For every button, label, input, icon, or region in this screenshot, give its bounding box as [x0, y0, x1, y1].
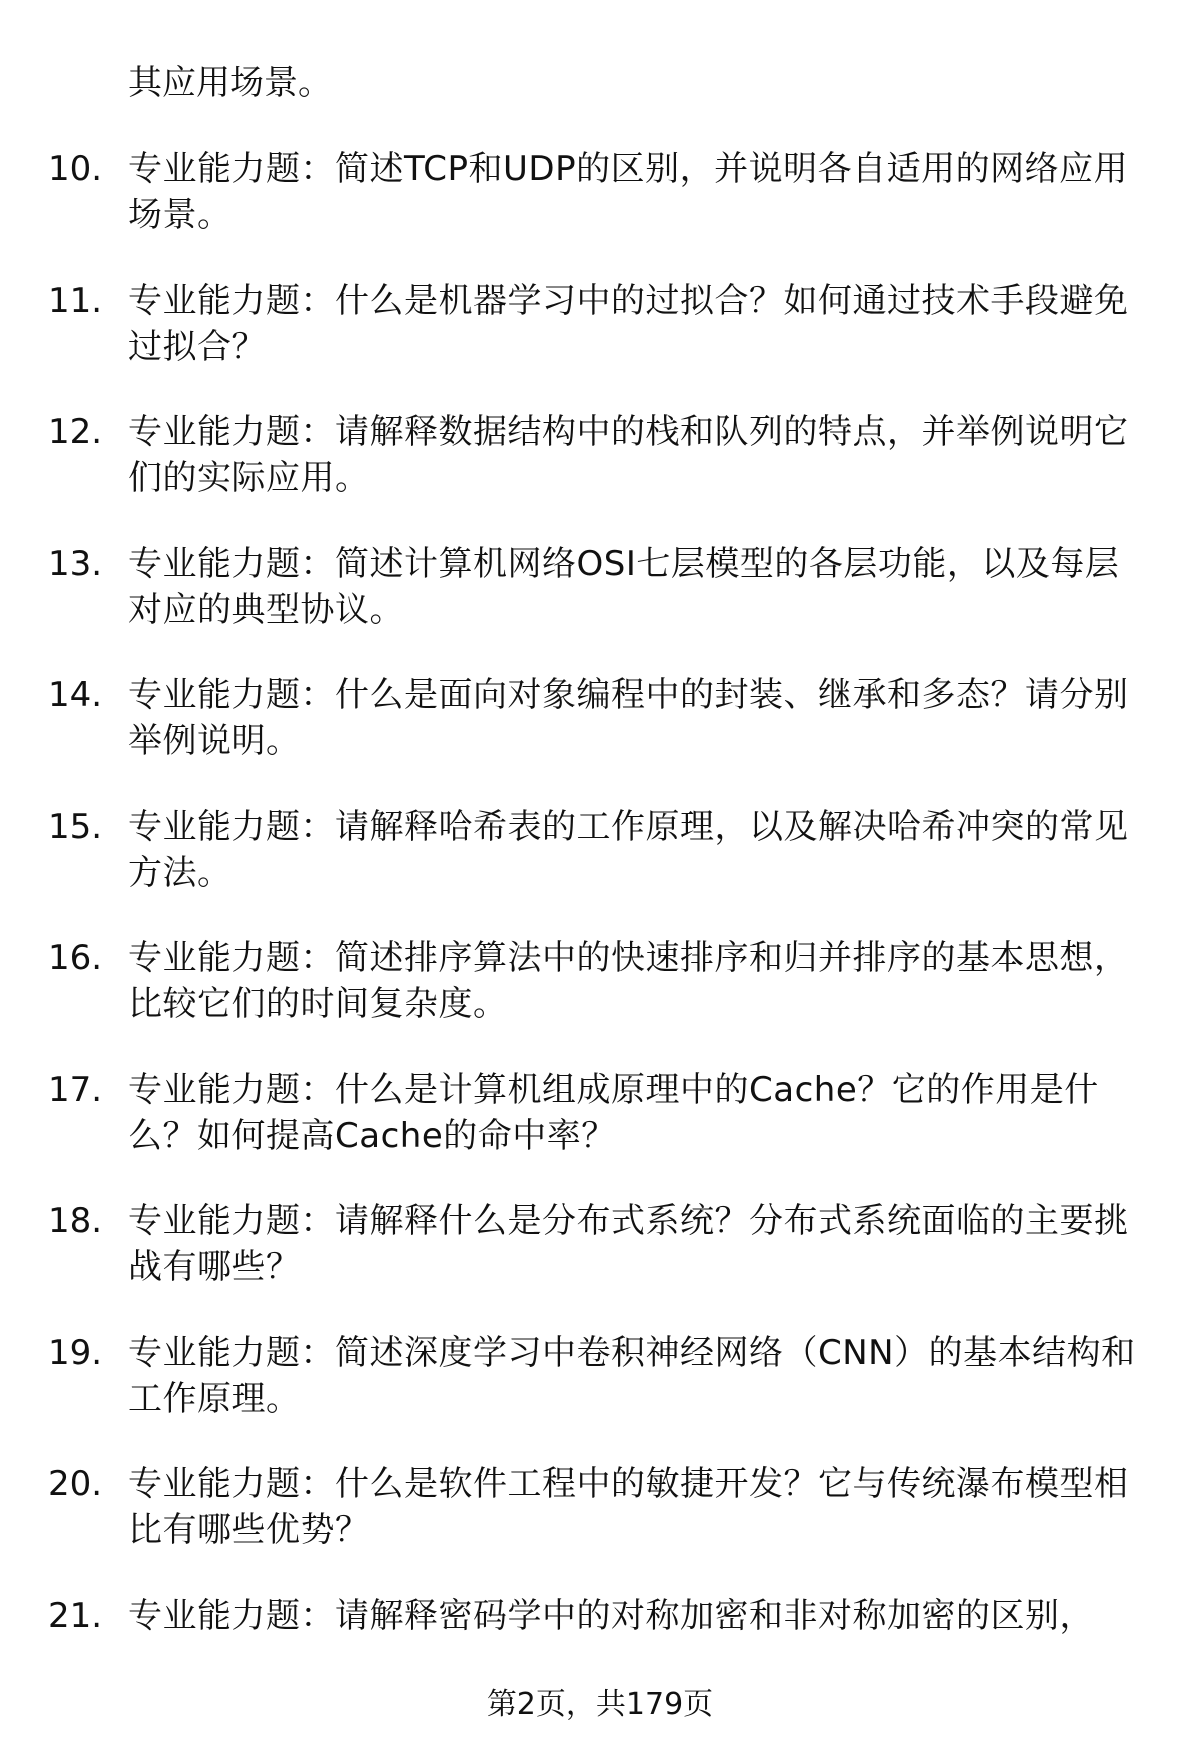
question-number: 14.: [48, 675, 103, 715]
continuation-text: 其应用场景。: [128, 63, 332, 103]
question-text: 专业能力题：什么是计算机组成原理中的Cache？它的作用是什么？如何提高Cache的命中率？: [128, 1069, 1099, 1156]
question-text: 专业能力题：简述TCP和UDP的区别，并说明各自适用的网络应用场景。: [128, 149, 1129, 235]
question-text: 专业能力题：请解释数据结构中的栈和队列的特点，并举例说明它们的实际应用。: [128, 412, 1129, 498]
question-text: 专业能力题：请解释哈希表的工作原理，以及解决哈希冲突的常见方法。: [128, 806, 1129, 893]
question-text: 专业能力题：什么是面向对象编程中的封装、继承和多态？请分别举例说明。: [128, 675, 1129, 761]
question-item: [0, 1198, 1200, 1330]
question-item: [0, 146, 1200, 278]
question-text: 专业能力题：简述计算机网络OSI七层模型的各层功能，以及每层对应的典型协议。: [128, 543, 1120, 630]
question-text: 专业能力题：简述排序算法中的快速排序和归并排序的基本思想，比较它们的时间复杂度。: [128, 938, 1129, 1024]
question-number: 10.: [48, 149, 103, 189]
question-number: 21.: [48, 1595, 103, 1636]
question-text: 专业能力题：什么是软件工程中的敏捷开发？它与传统瀑布模型相比有哪些优势？: [128, 1464, 1129, 1550]
question-item: [0, 804, 1200, 936]
question-list: [0, 146, 1200, 1724]
question-text: 专业能力题：什么是机器学习中的过拟合？如何通过技术手段避免过拟合？: [128, 280, 1129, 367]
question-item: [0, 1330, 1200, 1462]
question-item: [0, 541, 1200, 673]
question-text: 专业能力题：简述深度学习中卷积神经网络（CNN）的基本结构和工作原理。: [128, 1332, 1136, 1419]
question-number: 15.: [48, 806, 103, 847]
question-number: 13.: [48, 543, 103, 584]
question-number: 20.: [48, 1464, 103, 1504]
question-item: [0, 278, 1200, 410]
page-footer: 第2页，共179页: [486, 1687, 714, 1722]
question-item: [0, 409, 1200, 541]
question-number: 17.: [48, 1069, 103, 1110]
question-text: 专业能力题：请解释密码学中的对称加密和非对称加密的区别，: [128, 1595, 1094, 1636]
question-number: 12.: [48, 412, 103, 452]
question-text: 专业能力题：请解释什么是分布式系统？分布式系统面临的主要挑战有哪些？: [128, 1201, 1129, 1287]
question-number: 16.: [48, 938, 103, 978]
question-item: [0, 935, 1200, 1067]
question-item: [0, 1067, 1200, 1199]
question-item: [0, 672, 1200, 804]
question-number: 11.: [48, 280, 103, 321]
question-item: [0, 1461, 1200, 1593]
question-number: 18.: [48, 1201, 103, 1241]
question-number: 19.: [48, 1332, 103, 1373]
